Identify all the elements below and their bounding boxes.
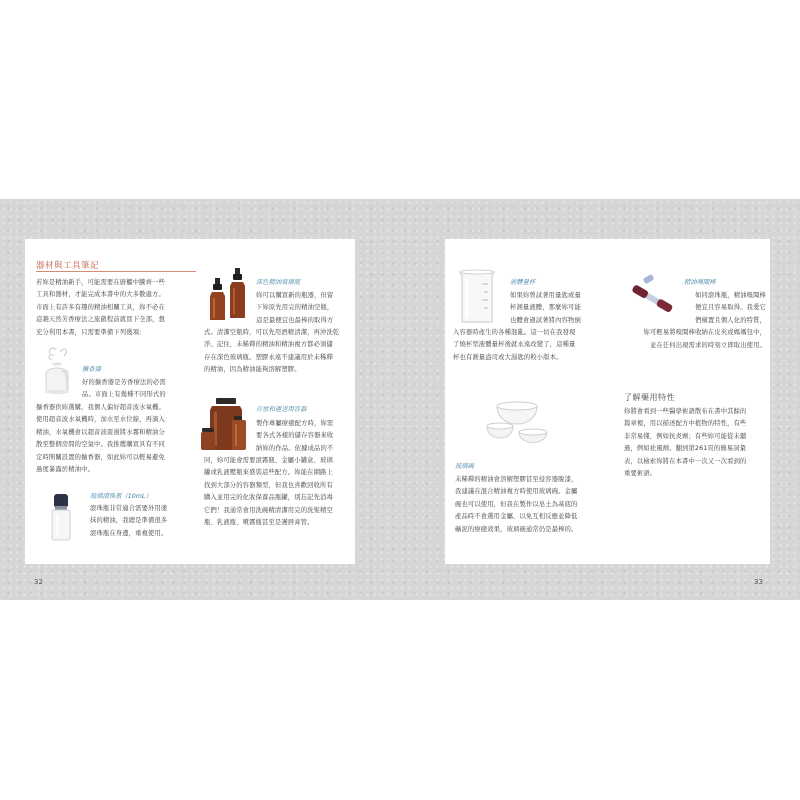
- glass-bowls-illustration: [483, 396, 551, 452]
- diffuser-illustration: [34, 346, 80, 398]
- diffuser-text-top: 好的擴香器是芳香療法的必需 品。市面上有幾種不同形式的: [82, 379, 166, 399]
- section-heading-tools: 器材與工具筆記: [36, 261, 100, 271]
- page-number-left: 32: [34, 578, 43, 586]
- measuring-cup-text-bottom: 入容器時產生的各種混亂。這一切在我發現 了燒杯型液體量杯後就永遠改變了，這種量 杯也有測量盎司或大湯匙的較小版本。: [453, 329, 576, 361]
- bowls-text: 未稀釋的精油會溶解塑膠甚至侵容器脫漆， 我建議在混合精油複方時使用玻璃碗。金屬 碗也可以使用，但我在製作以皂土為基底的 產品時不會選用金屬，以免互相反應並降低 礦泥的療癒效果，玻璃碗通常仍是最棒的。: [455, 476, 578, 533]
- caption-inhaler: 精油嗅聞棒: [684, 279, 716, 286]
- rollerball-illustration: [42, 492, 82, 544]
- inhaler-text: 如同滾珠瓶，精油嗅聞棒 便宜且容易取得。我愛它 們橫置且個人化的特質， 妳可輕易將嗅聞棒收納在皮夾或媽媽包中， 並在任何出現需求的時刻立即取出使用。: [643, 292, 766, 349]
- dark-bottles-illustration: [205, 268, 253, 324]
- measuring-cup-illustration: [456, 268, 498, 326]
- caption-rollerball: 玻璃滾珠瓶（10mL）: [90, 493, 152, 500]
- diffuser-text-bottom: 擴香器供妳選購，我個人偏好超音波水氧機。 使用超音波水氧機時，加水至水位線，再滴入 精油，水氧機會以超音波震盪將水霧和精油分 散至整個房間的空氣中。我推薦購買具有不同 定時開關設置的擴香器，如此妳可以輕易避免 過度暴露於精油中。: [36, 404, 165, 474]
- storage-text-top: 製作專屬療癒配方時，妳需 要各式各樣的儲存容器來收 納妳的作品。依據成品的不: [256, 420, 334, 452]
- storage-text-bottom: 同，妳可能會需要滾霧瓶、金屬小罐盒、玻璃 罐或乳液壓瓶來盛裝這些配方。妳能在網路上 找到大部分的容器類型，但我也喜歡回收所有 購入並用完的化妝保養品瓶罐，別忘記先消毒 它們！我通常會用洗碗精清潔用完的洗髮精空 瓶、乳液瓶、噴霧瓶甚至是護唇膏管。: [204, 457, 333, 527]
- caption-storage: 存放和運送用容器: [256, 406, 307, 413]
- page-number-right: 33: [754, 578, 763, 586]
- storage-containers-illustration: [198, 394, 256, 454]
- caption-dark-bottles: 深色精油玻璃瓶: [256, 279, 301, 286]
- intro-paragraph: 若妳是精油新手，可能需要在廚櫃中騰齊一些 工具和器材，才能完成本書中的大多數處方。 市面上有許多有趣的精油相關工具，妳不必在 這趟天然芳香療法之旅啟程前就買下全部，想 充分利用本書，只需要準備下列幾項：: [36, 279, 165, 336]
- rollerball-text: 滾珠瓶非常適合需要外用塗 抹的精油，我總是準備很多 滾珠瓶在身邊，重複使用。: [90, 505, 168, 537]
- heading-rule: [36, 271, 196, 272]
- caption-diffuser: 擴香器: [82, 366, 101, 373]
- dark-bottles-text-bottom: 式。清潔空瓶時，可以先用酒精清潔，再沖洗乾 淨。記住，未稀釋的精油和精油複方都必須儲 存在深色玻璃瓶。塑膠永遠不建議用於未稀釋 的精油，因為精油能夠溶解塑膠。: [204, 329, 340, 374]
- measuring-cup-text-top: 如果妳曾試著用量匙或量 杯測量液體，那麼妳可能 也體會過試著將內容物倒: [510, 292, 581, 324]
- dark-bottles-text-top: 妳可以購買新的瓶器，但留 下妳原先用完的精油空瓶， 這是最便宜也最棒的取得方: [256, 292, 334, 324]
- caption-measuring-cup: 液體量杯: [510, 279, 536, 286]
- caption-bowls: 玻璃碗: [455, 463, 474, 470]
- heading-medical-properties: 了解藥用特性: [624, 393, 675, 402]
- medical-text: 妳將會看到一些醫學術語散布在書中其餘的 篇章裡，用以描述配方中植物的特性，有些 非常易懂，例如抗炎劑；有些妳可能從未聽 過，例如祛風劑。翻到第261頁的簡易詞彙 表，以檢索妳將在本書中一次又一次看到的 重要術語。: [624, 408, 747, 478]
